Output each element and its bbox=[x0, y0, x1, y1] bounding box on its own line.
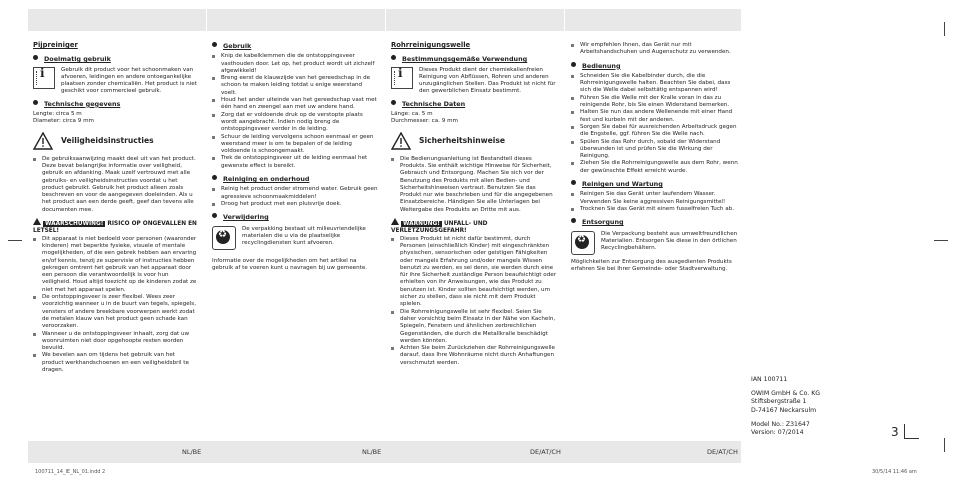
header-divider bbox=[564, 9, 565, 31]
company-name: OWIM GmbH & Co. KG bbox=[751, 390, 821, 398]
list-item: Ziehen Sie die Rohrreinigungswelle aus dem Rohr, wenn der gewünschte Effekt erreicht wurde. bbox=[571, 160, 739, 175]
list-item: Halten Sie nun das andere Wellenende mit einer Hand fest und kurbeln mit der anderen. bbox=[571, 109, 739, 124]
info-icon: i bbox=[33, 67, 55, 89]
warning-line bbox=[391, 218, 557, 236]
tech-line: Lengte: circa 5 m bbox=[33, 111, 82, 118]
warning-triangle-icon bbox=[33, 218, 41, 225]
warning-text: UNFALL- UND VERLETZUNGSGEFAHR! bbox=[391, 221, 488, 235]
operation-list bbox=[571, 73, 739, 175]
intended-use-heading: Doelmatig gebruik bbox=[33, 55, 198, 63]
disposal-box-text: De verpakking bestaat uit milieuvriendelijke materialen die u via de plaatselijke recyclingdiensten kunt afvoeren. bbox=[242, 225, 366, 247]
model-number: Model No.: Z31647 bbox=[751, 420, 810, 428]
footer-bar bbox=[28, 441, 741, 463]
recycle-icon bbox=[571, 231, 595, 255]
cleaning-list bbox=[212, 186, 378, 208]
tech-line: Diameter: circa 9 mm bbox=[33, 118, 95, 125]
crop-mark bbox=[944, 22, 945, 36]
page-number: 3 bbox=[891, 425, 899, 439]
page-corner-mark bbox=[904, 424, 919, 439]
warning-badge: WAARSCHUWING! bbox=[45, 221, 104, 228]
crop-mark bbox=[8, 240, 22, 241]
cleaning-list bbox=[571, 191, 739, 213]
list-item: Droog het product met een pluisvrije doek. bbox=[212, 201, 378, 208]
disposal-note bbox=[212, 226, 378, 250]
crop-mark bbox=[934, 240, 948, 241]
list-item: Wanneer u de ontstoppingsveer inhaalt, zorg dat uw woonruimten niet door opgehoopte resten worden bevuild. bbox=[33, 331, 198, 353]
imprint bbox=[751, 376, 820, 437]
list-item: Trocknen Sie das Gerät mit einem fusselfreien Tuch ab. bbox=[571, 206, 739, 213]
list-item: Trek de ontstoppingsveer uit de leiding eenmaal het gewenste effect is bereikt. bbox=[212, 155, 378, 170]
warning-triangle-icon bbox=[33, 132, 53, 150]
warning-badge: WARNUNG! bbox=[403, 221, 440, 228]
recycle-icon bbox=[212, 226, 236, 250]
list-item: Knip de kabelklemmen die de ontstoppingsveer vasthouden door. Let op, het product wordt uit zichzelf afgewikkeld! bbox=[212, 53, 378, 75]
intended-use-text: Dieses Produkt dient der chemiekalienfreien Reinigung von Abflüssen, Rohren und anderen unzugänglichen Stellen. Das Produkt ist nicht für den gewerblichen Einsatz bestimmt. bbox=[419, 66, 556, 95]
file-info: 100711_14_IE_NL_01.indd 2 bbox=[35, 469, 106, 475]
footer-label-2: NL/BE bbox=[362, 448, 382, 456]
safety-header bbox=[391, 132, 557, 150]
footer-label-3: DE/AT/CH bbox=[530, 448, 561, 456]
tech-line: Länge: ca. 5 m bbox=[391, 111, 433, 118]
warning-triangle-icon bbox=[391, 218, 399, 225]
top-list bbox=[571, 42, 739, 57]
safety-list bbox=[33, 156, 198, 214]
section-title: Rohrreinigungswelle bbox=[391, 41, 471, 49]
tech-heading: Technische Daten bbox=[391, 100, 557, 108]
list-item: We bevelen aan om tijdens het gebruik van het product werkhandschoenen en een veiligheidsbril te dragen. bbox=[33, 352, 198, 374]
warning-line bbox=[33, 218, 198, 236]
header-divider bbox=[206, 9, 207, 31]
disposal-heading: Verwijdering bbox=[212, 213, 378, 221]
list-item: Zorg dat er voldoende druk op de verstopte plaats wordt aangebracht. Indien nodig breng de ontstoppingsveer verder in de leiding. bbox=[212, 112, 378, 134]
disposal-text: Möglichkeiten zur Entsorgung des ausgedienten Produkts erfahren Sie bei Ihrer Gemeinde- oder Stadtverwaltung. bbox=[571, 258, 732, 272]
cleaning-heading: Reinigen und Wartung bbox=[571, 180, 739, 188]
list-item: Breng eerst de klauwzijde van het gereedschap in de schoon te maken leiding totdat u enige weerstand voelt. bbox=[212, 75, 378, 97]
disposal-heading: Entsorgung bbox=[571, 218, 739, 226]
list-item: Sorgen Sie dabei für ausreichenden Arbeitsdruck gegen die Engstelle, ggf. führen Sie die Welle nach. bbox=[571, 124, 739, 139]
print-time: 30/5/14 11:46 am bbox=[872, 469, 917, 475]
list-item: Schneiden Sie die Kabelbinder durch, die die Rohrreinigungswelle halten. Beachten Sie dabei, dass sich die Welle dabei selbsttätig entspannen wird! bbox=[571, 73, 739, 95]
info-icon: i bbox=[391, 67, 413, 89]
info-note bbox=[33, 67, 198, 96]
disposal-text: Informatie over de mogelijkheden om het artikel na gebruik af te voeren kunt u navragen bij uw gemeente. bbox=[212, 257, 368, 271]
list-item: Wir empfehlen Ihnen, das Gerät nur mit Arbeitshandschuhen und Augenschutz zu verwenden. bbox=[571, 42, 739, 57]
safety-header bbox=[33, 132, 198, 150]
company-street: Stiftsbergstraße 1 bbox=[751, 398, 807, 406]
column-nl-1 bbox=[33, 42, 198, 374]
header-divider bbox=[385, 9, 386, 31]
column-nl-2 bbox=[212, 42, 378, 272]
list-item: Achten Sie beim Zurückziehen der Rohrreinigungswelle darauf, dass Ihre Wohnräume nicht durch Anhaftungen verschmutzt werden. bbox=[391, 345, 557, 367]
footer-label-4: DE/AT/CH bbox=[707, 448, 738, 456]
ian-number: IAN 100711 bbox=[751, 376, 788, 383]
disposal-box-text: Die Verpackung besteht aus umweltfreundlichen Materialien. Entsorgen Sie diese in den örtlichen Recyclingbehältern. bbox=[601, 230, 738, 252]
disposal-note bbox=[571, 231, 739, 255]
list-item: Reinig het product onder stromend water. Gebruik geen agressieve schoonmaakmiddelen! bbox=[212, 186, 378, 201]
company-city: D-74167 Neckarsulm bbox=[751, 406, 817, 414]
column-de-1 bbox=[391, 42, 557, 367]
list-item: Dieses Produkt ist nicht dafür bestimmt, durch Personen (einschließlich Kinder) mit eingeschränkten physischen, sensorischen oder geistigen Fähigkeiten oder mangels Erfahrung und/oder mangels Wissen benutzt zu werden, es sei denn, sie werden durch eine für ihre Sicherheit zuständige Person beaufsichtigt oder erhielten von ihr Anweisungen, wie das Produkt zu benutzen ist. Kinder sollten beaufsichtigt werden, um sicher zu stellen, dass sie nicht mit dem Produkt spielen. bbox=[391, 236, 557, 309]
list-item: Führen Sie die Welle mit der Kralle voran in das zu reinigende Rohr, bis Sie einen Widerstand bemerken. bbox=[571, 95, 739, 110]
list-item: Die Bedienungsanleitung ist Bestandteil dieses Produkts. Sie enthält wichtige Hinweise für Sicherheit, Gebrauch und Entsorgung. Machen Sie sich vor der Benutzung des Produkts mit allen Bedien- und Sicherheitshinweisen vertraut. Benutzen Sie das Produkt nur wie beschrieben und für die angegebenen Einsatzbereiche. Händigen Sie alle Unterlagen bei Weitergabe des Produkts an Dritte mit aus. bbox=[391, 156, 557, 214]
warning-triangle-icon bbox=[391, 132, 411, 150]
list-item: Houd het ander uiteinde van het gereedschap vast met één hand en zwengel aan met uw andere hand. bbox=[212, 97, 378, 112]
section-title: Pijpreiniger bbox=[33, 41, 78, 49]
list-item: Spülen Sie das Rohr durch, sobald der Widerstand überwunden ist und prüfen Sie die Wirkung der Reinigung. bbox=[571, 139, 739, 161]
list-item: Die Rohrreinigungswelle ist sehr flexibel. Seien Sie daher vorsichtig beim Einsatz in der Nähe von Kacheln, Spiegeln, Fenstern und ähnlichen zerbrechlichen Gegenständen, die durch die Metallkralle beschädigt werden könnten. bbox=[391, 309, 557, 345]
list-item: Reinigen Sie das Gerät unter laufendem Wasser. Verwenden Sie keine aggressiven Reinigungsmittel! bbox=[571, 191, 739, 206]
warning-list bbox=[33, 236, 198, 375]
footer-label-1: NL/BE bbox=[182, 448, 202, 456]
crop-mark bbox=[944, 438, 945, 452]
tech-line: Durchmesser: ca. 9 mm bbox=[391, 118, 458, 125]
list-item: De ontstoppingsveer is zeer flexibel. Wees zeer voorzichtig wanneer u in de buurt van tegels, spiegels, vensters of andere breekbare voorwerpen werkt zodat de metalen klauw van het product geen schade kan veroorzaken. bbox=[33, 294, 198, 330]
safety-heading: Veiligheidsinstructies bbox=[61, 136, 154, 146]
tech-heading: Technische gegevens bbox=[33, 100, 198, 108]
use-heading: Gebruik bbox=[212, 42, 378, 50]
safety-list bbox=[391, 156, 557, 214]
column-de-2 bbox=[571, 42, 739, 273]
warning-text: RISICO OP ONGEVALLEN EN LETSEL! bbox=[33, 221, 197, 235]
cleaning-heading: Reiniging en onderhoud bbox=[212, 175, 378, 183]
list-item: Schuur de leiding vervolgens schoon eenmaal er geen weerstand meer is om te bepalen of de leiding voldoende is schoongemaakt. bbox=[212, 134, 378, 156]
operation-heading: Bedienung bbox=[571, 62, 739, 70]
version: Version: 07/2014 bbox=[751, 429, 804, 437]
list-item: Dit apparaat is niet bedoeld voor personen (waaronder kinderen) met beperkte fysieke, visuele of mentale mogelijkheden, of die een gebrek hebben aan ervaring en/of kennis, tenzij ze supervisie of instructies hebben gekregen omtrent het gebruik van het apparaat door een persoon die verantwoordelijk is voor hun veiligheid. Houd altijd toezicht op de kinderen zodat ze niet met het apparaat spelen. bbox=[33, 236, 198, 294]
list-item: De gebruiksaanwijzing maakt deel uit van het product. Deze bevat belangrijke informatie over veiligheid, gebruik en afdanking. Maak uzelf vertrouwd met alle gebruiks- en veiligheidsinstructies voordat u het product gebruikt. Gebruik het product alleen zoals beschreven en voor de aangegeven doeleinden. Als u het product aan een derde geeft, geef dan tevens alle documenten mee. bbox=[33, 156, 198, 214]
safety-heading: Sicherheitshinweise bbox=[419, 136, 506, 146]
info-note bbox=[391, 67, 557, 96]
intended-use-heading: Bestimmungsgemäße Verwendung bbox=[391, 55, 557, 63]
warning-list bbox=[391, 236, 557, 367]
intended-use-text: Gebruik dit product voor het schoonmaken van afvoeren, leidingen en andere ontoegankelijke plaatsen zonder chemicaliën. Het product is niet geschikt voor commercieel gebruik. bbox=[61, 66, 197, 95]
use-list bbox=[212, 53, 378, 170]
